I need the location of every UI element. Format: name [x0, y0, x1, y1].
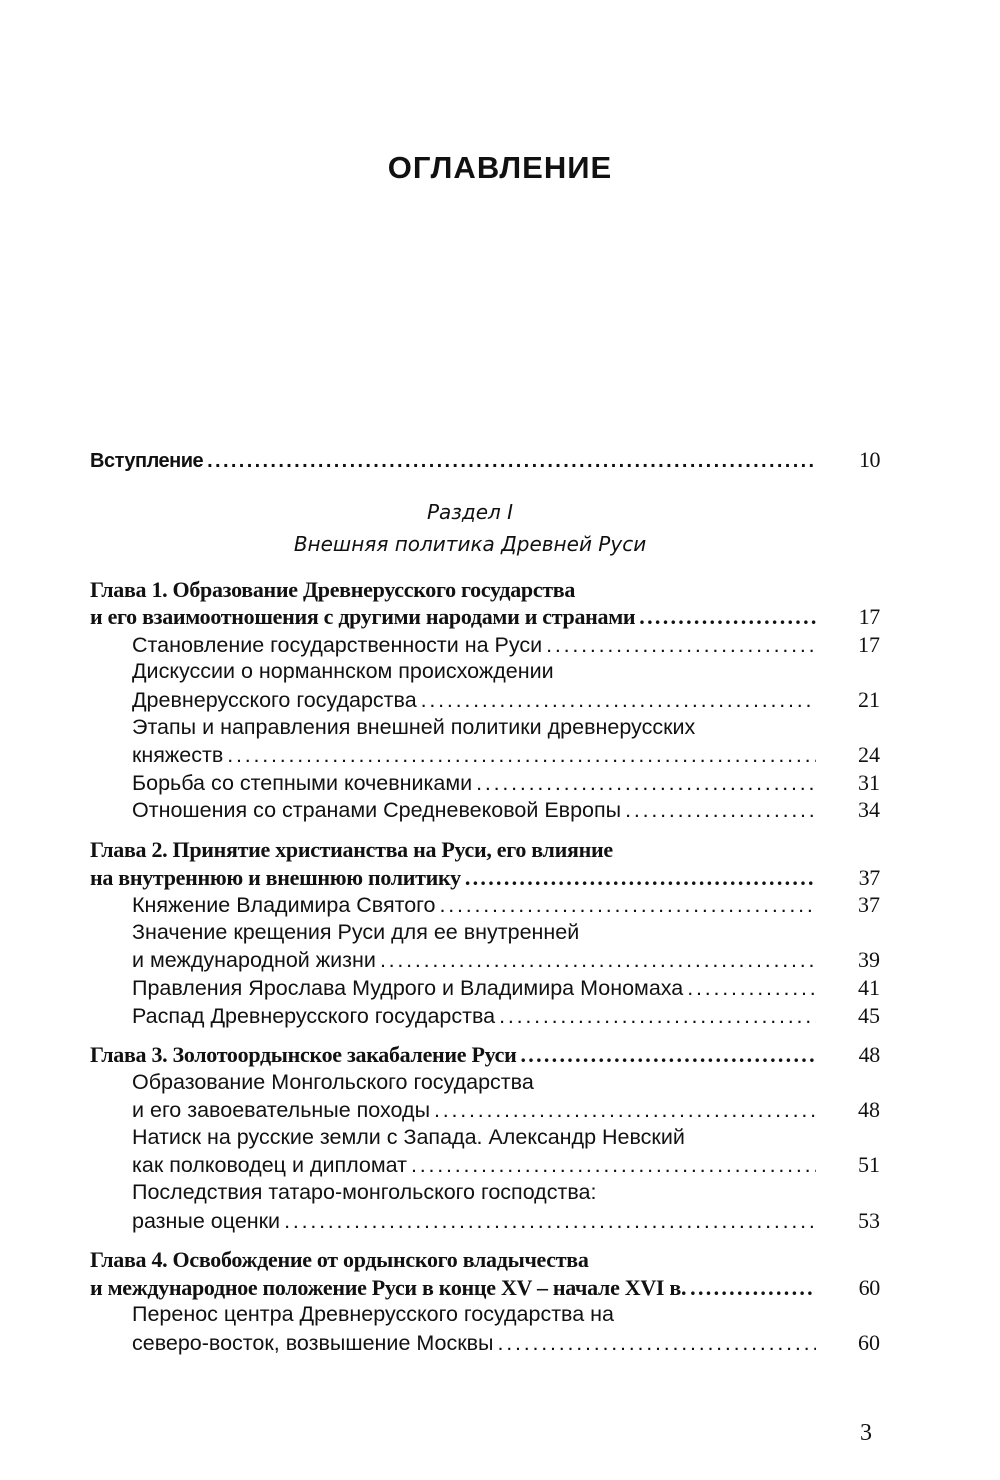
subsection-entry[interactable]: [90, 686, 880, 714]
toc-entry-text: Вступление: [90, 450, 204, 472]
subsection-entry[interactable]: [90, 974, 880, 1002]
section-label: Раздел I: [426, 499, 514, 524]
subsection-line[interactable]: [90, 1069, 880, 1097]
page-title: ОГЛАВЛЕНИЕ: [387, 150, 613, 185]
toc-page-number: 34: [858, 797, 880, 823]
chapter-group: [90, 836, 880, 1029]
dot-leader: [690, 1274, 816, 1302]
chapter-title-line[interactable]: [90, 576, 880, 604]
chapter-title-text: Глава 4. Освобождение от ордынского владычества: [90, 1247, 589, 1273]
chapter-title-text: Глава 3. Золотоордынское закабаление Руси: [90, 1042, 517, 1068]
chapter-list: [90, 576, 880, 1357]
subsection-entry[interactable]: [90, 891, 880, 919]
subsection-text: Распад Древнерусского государства: [132, 1003, 496, 1028]
toc-page-number: 41: [858, 974, 880, 1000]
subsection-line[interactable]: [90, 1124, 880, 1152]
subsection-text: Натиск на русские земли с Запада. Александр Невский: [132, 1124, 685, 1149]
toc-page-number: 60: [858, 1274, 880, 1300]
chapter-title-text: на внутреннюю и внешнюю политику: [90, 864, 461, 890]
subsection-text: Последствия татаро-монгольского господства:: [132, 1180, 597, 1205]
subsection-line[interactable]: [90, 1179, 880, 1207]
toc-page-number: 48: [858, 1042, 880, 1068]
chapter-title-entry[interactable]: [90, 603, 880, 631]
toc-page-number: 10: [859, 447, 880, 472]
chapter-group: [90, 576, 880, 824]
subsection-entry[interactable]: [90, 796, 880, 824]
subsection-line[interactable]: [90, 919, 880, 947]
subsection-text: Борьба со степными кочевниками: [132, 770, 473, 795]
chapter-group: [90, 1041, 880, 1234]
dot-leader: [380, 947, 816, 975]
chapter-title-line[interactable]: [90, 1246, 880, 1274]
subsection-text: Правления Ярослава Мудрого и Владимира Мономаха: [132, 975, 684, 1000]
subsection-entry[interactable]: [90, 1207, 880, 1235]
toc-page-number: 21: [858, 686, 880, 712]
chapter-title-text: и его взаимоотношения с другими народами и странами: [90, 604, 636, 630]
page-number: 3: [860, 1420, 872, 1446]
dot-leader: [227, 742, 816, 770]
dot-leader: [625, 797, 816, 825]
toc-page-number: 45: [858, 1002, 880, 1028]
dot-leader: [687, 975, 816, 1003]
toc-page-number: 53: [858, 1207, 880, 1233]
subsection-text: Княжение Владимира Святого: [132, 893, 436, 918]
toc-page-number: 60: [858, 1330, 880, 1356]
subsection-entry[interactable]: [90, 1151, 880, 1179]
chapter-title-entry[interactable]: [90, 1274, 880, 1302]
dot-leader: [411, 1152, 816, 1180]
dot-leader: [284, 1208, 816, 1236]
subsection-entry[interactable]: [90, 741, 880, 769]
subsection-entry[interactable]: [90, 1096, 880, 1124]
dot-leader: [207, 448, 816, 476]
toc-page-number: 48: [858, 1097, 880, 1123]
dot-leader: [434, 1097, 816, 1125]
subsection-entry[interactable]: [90, 631, 880, 659]
dot-leader: [520, 1041, 816, 1069]
dot-leader: [476, 770, 816, 798]
subsection-entry[interactable]: [90, 1002, 880, 1030]
subsection-text: и его завоевательные походы: [132, 1098, 431, 1123]
dot-leader: [499, 1003, 816, 1031]
subsection-entry[interactable]: [90, 946, 880, 974]
subsection-line[interactable]: [90, 1301, 880, 1329]
chapter-title-text: Глава 1. Образование Древнерусского государства: [90, 576, 576, 602]
section-name: Внешняя политика Древней Руси: [293, 531, 647, 556]
subsection-text: Этапы и направления внешней политики древнерусских: [132, 714, 696, 739]
chapter-title-line[interactable]: [90, 836, 880, 864]
toc-page-number: 39: [858, 947, 880, 973]
subsection-text: Отношения со странами Средневековой Европы: [132, 798, 622, 823]
subsection-entry[interactable]: [90, 769, 880, 797]
chapter-title-entry[interactable]: [90, 1041, 880, 1069]
toc-page-number: 51: [858, 1152, 880, 1178]
toc-page-number: 17: [858, 604, 880, 630]
subsection-entry[interactable]: [90, 1329, 880, 1357]
dot-leader: [639, 603, 816, 631]
subsection-line[interactable]: [90, 658, 880, 686]
subsection-text: княжеств: [132, 743, 224, 768]
table-of-contents: [90, 446, 880, 1357]
subsection-text: Древнерусского государства: [132, 687, 417, 712]
subsection-text: как полководец и дипломат: [132, 1153, 407, 1178]
chapter-title-text: и международное положение Руси в конце XV – начале XVI в.: [90, 1274, 687, 1300]
subsection-text: Дискуссии о норманнском происхождении: [132, 659, 554, 684]
dot-leader: [465, 864, 816, 892]
subsection-text: Перенос центра Древнерусского государства на: [132, 1302, 614, 1327]
toc-page-number: 37: [858, 892, 880, 918]
toc-entry-intro[interactable]: [90, 446, 880, 474]
toc-page-number: 37: [858, 864, 880, 890]
subsection-text: и международной жизни: [132, 948, 376, 973]
dot-leader: [498, 1330, 816, 1358]
toc-page-number: 31: [858, 769, 880, 795]
subsection-text: Образование Монгольского государства: [132, 1069, 534, 1094]
subsection-text: северо-восток, возвышение Москвы: [132, 1331, 494, 1356]
subsection-line[interactable]: [90, 714, 880, 742]
chapter-group: [90, 1246, 880, 1356]
subsection-text: Становление государственности на Руси: [132, 632, 543, 657]
subsection-text: разные оценки: [132, 1208, 281, 1233]
toc-page-number: 24: [858, 742, 880, 768]
dot-leader: [440, 892, 816, 920]
dot-leader: [546, 632, 816, 660]
chapter-title-text: Глава 2. Принятие христианства на Руси, его влияние: [90, 836, 613, 862]
dot-leader: [421, 687, 816, 715]
toc-page-number: 17: [858, 631, 880, 657]
chapter-title-entry[interactable]: [90, 864, 880, 892]
subsection-text: Значение крещения Руси для ее внутренней: [132, 919, 580, 944]
